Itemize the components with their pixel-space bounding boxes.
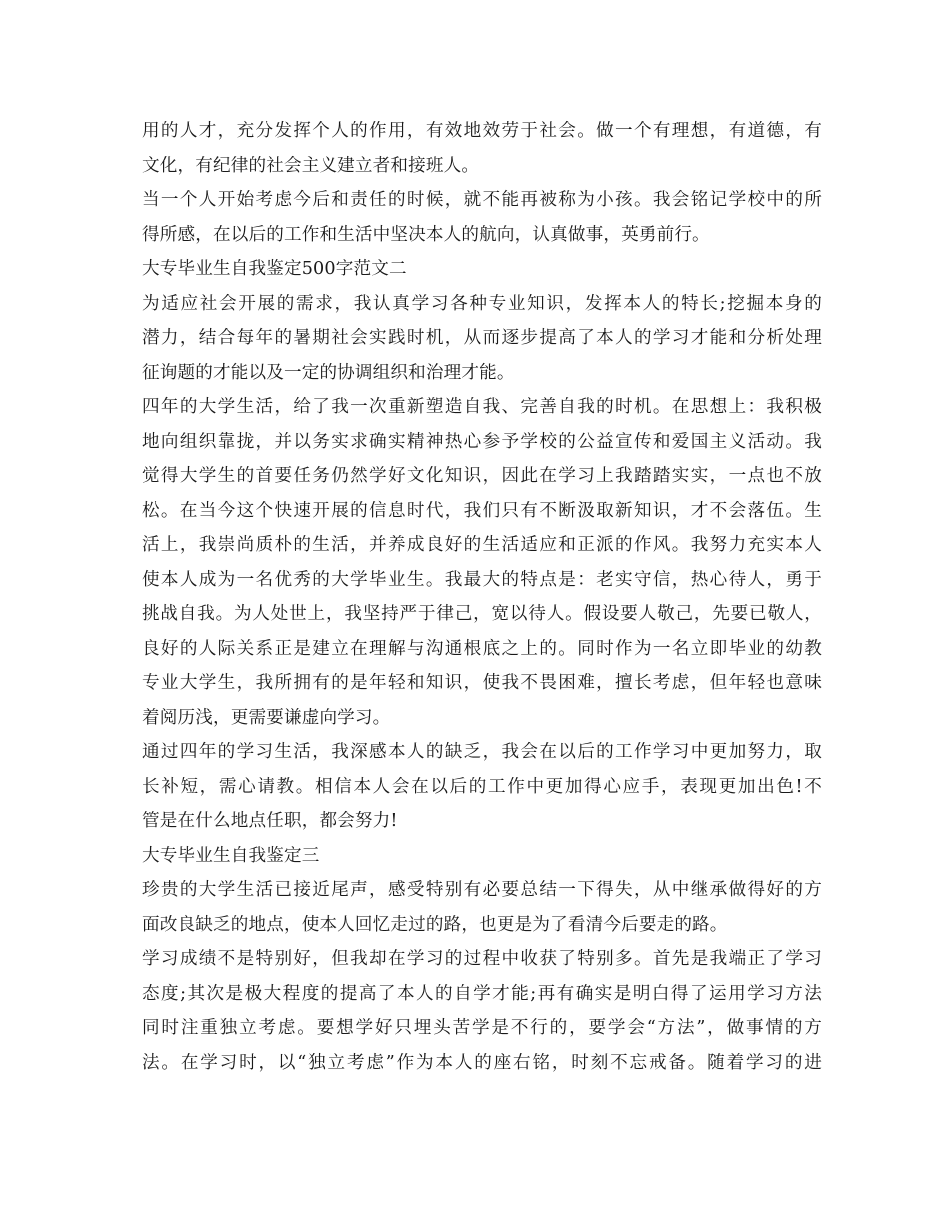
- text-line: 珍贵的大学生活已接近尾声，感受特别有必要总结一下得失，从中继承做得好的方: [142, 880, 822, 900]
- text-line: 长补短，需心请教。相信本人会在以后的工作中更加得心应手，表现更加出色!不: [142, 776, 822, 797]
- text-line: 态度;其次是极大程度的提高了本人的自学才能;再有确实是明白得了运用学习方法: [142, 983, 822, 1004]
- text-line: 用的人才，充分发挥个人的作用，有效地效劳于社会。做一个有理想，有道德，有: [142, 121, 822, 141]
- text-line: 良好的人际关系正是建立在理解与沟通根底之上的。同时作为一名立即毕业的幼教: [142, 638, 822, 659]
- text-line: 着阅历浅，更需要谦虚向学习。: [142, 707, 391, 728]
- section-heading: 大专毕业生自我鉴定500字范文二: [142, 259, 407, 279]
- text-line: 学习成绩不是特别好，但我却在学习的过程中收获了特别多。首先是我端正了学习: [142, 949, 822, 969]
- text-line: 为适应社会开展的需求，我认真学习各种专业知识，发挥本人的特长;挖掘本身的: [142, 293, 822, 314]
- text-line: 专业大学生，我所拥有的是年轻和知识，使我不畏困难，擅长考虑，但年轻也意味: [142, 673, 822, 693]
- text-line: 法。在学习时，以“独立考虑”作为本人的座右铭，时刻不忘戒备。随着学习的进: [142, 1052, 822, 1073]
- text-line: 四年的大学生活，给了我一次重新塑造自我、完善自我的时机。在思想上：我积极: [142, 397, 822, 417]
- section-heading: 大专毕业生自我鉴定三: [142, 845, 320, 866]
- text-line: 使本人成为一名优秀的大学毕业生。我最大的特点是：老实守信，热心待人，勇于: [142, 569, 822, 590]
- document-body: [142, 114, 822, 1080]
- text-line: 松。在当今这个快速开展的信息时代，我们只有不断汲取新知识，才不会落伍。生: [142, 500, 822, 521]
- text-line: 同时注重独立考虑。要想学好只埋头苦学是不行的，要学会“方法”，做事情的方: [142, 1018, 822, 1038]
- text-line: 当一个人开始考虑今后和责任的时候，就不能再被称为小孩。我会铭记学校中的所: [142, 190, 822, 210]
- text-line: 觉得大学生的首要任务仍然学好文化知识，因此在学习上我踏踏实实，一点也不放: [142, 466, 822, 486]
- text-line: 征询题的才能以及一定的协调组织和治理才能。: [142, 362, 515, 383]
- text-line: 得所感，在以后的工作和生活中坚决本人的航向，认真做事，英勇前行。: [142, 224, 710, 245]
- text-line: 挑战自我。为人处世上，我坚持严于律己，宽以待人。假设要人敬己，先要已敬人，: [142, 604, 822, 624]
- text-line: 地向组织靠拢，并以务实求确实精神热心参予学校的公益宣传和爱国主义活动。我: [142, 431, 822, 452]
- text-line: 活上，我崇尚质朴的生活，并养成良好的生活适应和正派的作风。我努力充实本人: [142, 535, 822, 555]
- text-line: 管是在什么地点任职，都会努力!: [142, 811, 398, 831]
- text-line: 面改良缺乏的地点，使本人回忆走过的路，也更是为了看清今后要走的路。: [142, 914, 728, 935]
- text-line: 通过四年的学习生活，我深感本人的缺乏，我会在以后的工作学习中更加努力，取: [142, 742, 822, 762]
- text-line: 潜力，结合每年的暑期社会实践时机，从而逐步提高了本人的学习才能和分析处理: [142, 328, 822, 348]
- text-line: 文化，有纪律的社会主义建立者和接班人。: [142, 155, 480, 176]
